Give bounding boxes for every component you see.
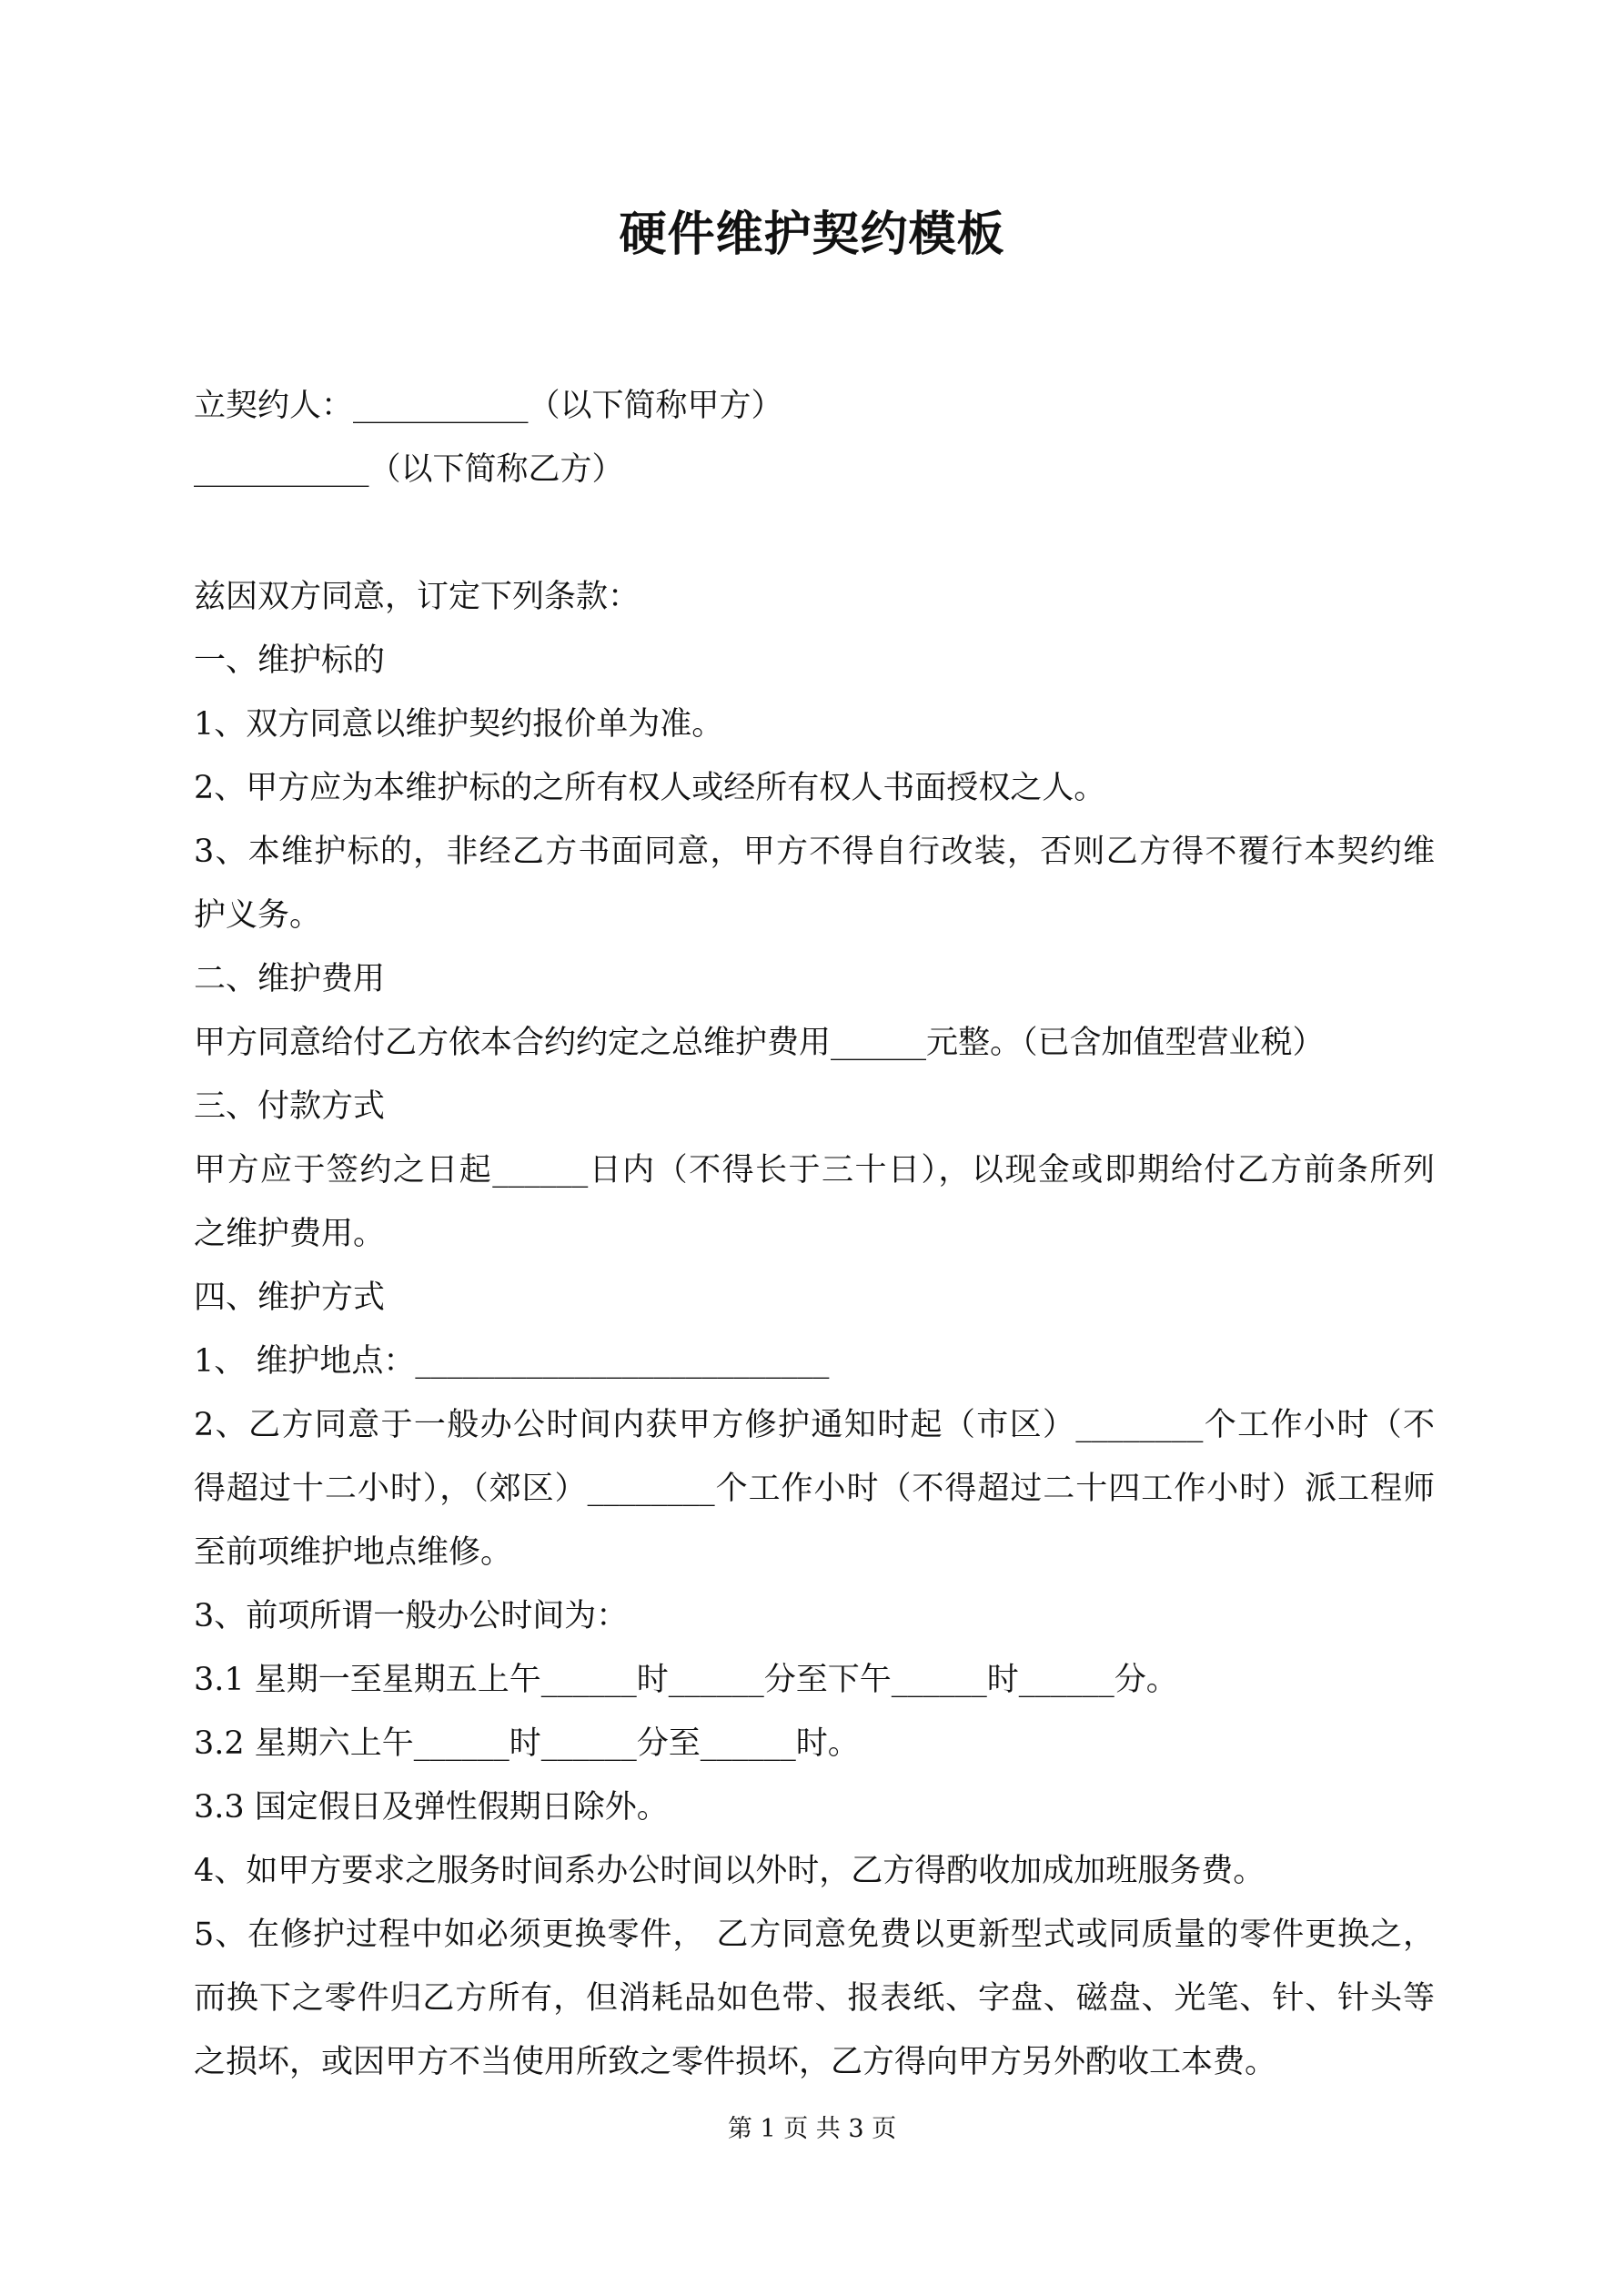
clause-4-2: 2、乙方同意于一般办公时间内获甲方修护通知时起（市区）________个工作小时（不 (194, 1407, 1435, 1443)
clause-4-2-cont-2: 至前项维护地点维修。 (194, 1534, 513, 1571)
party-a-line: 立契约人：___________（以下简称甲方） (194, 388, 783, 424)
preamble-line: 兹因双方同意，订定下列条款： (194, 579, 641, 615)
section-heading-4: 四、维护方式 (194, 1279, 386, 1316)
clause-2-1: 甲方同意给付乙方依本合约约定之总维护费用______元整。（已含加值型营业税） (194, 1025, 1325, 1061)
document-title: 硬件维护契约模板 (619, 207, 1005, 262)
party-b-line: ___________（以下简称乙方） (194, 451, 624, 488)
clause-4-1: 1、 维护地点：__________________________ (194, 1343, 830, 1380)
section-heading-3: 三、付款方式 (194, 1088, 386, 1125)
clause-1-3-cont: 护义务。 (194, 897, 322, 934)
clause-4-3-1: 3.1 星期一至星期五上午______时______分至下午______时______分。 (194, 1662, 1178, 1698)
clause-3-1: 甲方应于签约之日起______日内（不得长于三十日），以现金或即期给付乙方前条所列 (194, 1152, 1435, 1188)
clause-3-1-cont: 之维护费用。 (194, 1216, 386, 1252)
clause-4-3-2: 3.2 星期六上午______时______分至______时。 (194, 1725, 860, 1762)
section-heading-1: 一、维护标的 (194, 642, 386, 679)
clause-4-3-3: 3.3 国定假日及弹性假期日除外。 (194, 1789, 669, 1826)
clause-4-3: 3、前项所谓一般办公时间为： (194, 1598, 629, 1634)
section-heading-2: 二、维护费用 (194, 961, 386, 997)
clause-1-2: 2、甲方应为本维护标的之所有权人或经所有权人书面授权之人。 (194, 770, 1106, 806)
clause-1-1: 1、双方同意以维护契约报价单为准。 (194, 706, 724, 743)
page-number-footer: 第 1 页 共 3 页 (727, 2115, 897, 2143)
clause-1-3: 3、本维护标的，非经乙方书面同意，甲方不得自行改装，否则乙方得不覆行本契约维 (194, 834, 1435, 870)
clause-4-5-cont: 而换下之零件归乙方所有，但消耗品如色带、报表纸、字盘、磁盘、光笔、针、针头等 (194, 1980, 1435, 2017)
clause-4-5-cont-2: 之损坏，或因甲方不当使用所致之零件损坏，乙方得向甲方另外酌收工本费。 (194, 2044, 1277, 2080)
clause-4-5: 5、在修护过程中如必须更换零件， 乙方同意免费以更新型式或同质量的零件更换之， (194, 1917, 1435, 1953)
clause-4-4: 4、如甲方要求之服务时间系办公时间以外时，乙方得酌收加成加班服务费。 (194, 1853, 1266, 1889)
clause-4-2-cont: 得超过十二小时），（郊区）________个工作小时（不得超过二十四工作小时）派工程师 (194, 1471, 1435, 1507)
